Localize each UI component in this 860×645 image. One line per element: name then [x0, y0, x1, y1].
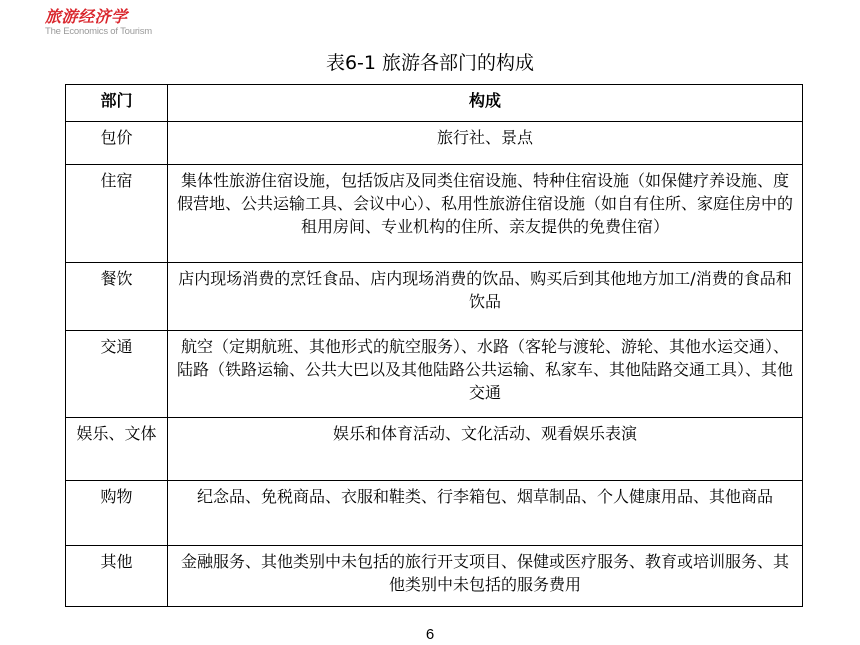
table-row: [66, 481, 803, 546]
table-row: [66, 122, 803, 165]
page-number: 6: [425, 626, 435, 643]
composition-cell: 店内现场消费的烹饪食品、店内现场消费的饮品、购买后到其他地方加工/消费的食品和饮品: [168, 263, 803, 331]
table-title: 表6-1 旅游各部门的构成: [325, 52, 535, 74]
logo: [45, 8, 152, 37]
composition-cell: 娱乐和体育活动、文化活动、观看娱乐表演: [168, 418, 803, 481]
table-row: [66, 165, 803, 263]
composition-cell: 航空（定期航班、其他形式的航空服务）、水路（客轮与渡轮、游轮、其他水运交通）、陆路（铁路运输、公共大巴以及其他陆路公共运输、私家车、其他陆路交通工具）、其他交通: [168, 331, 803, 418]
department-cell: 娱乐、文体: [66, 418, 168, 481]
table-row: [66, 263, 803, 331]
logo-subtitle: The Economics of Tourism: [45, 26, 152, 37]
composition-cell: 金融服务、其他类别中未包括的旅行开支项目、保健或医疗服务、教育或培训服务、其他类别中未包括的服务费用: [168, 546, 803, 607]
department-cell: 包价: [66, 122, 168, 165]
department-cell: 住宿: [66, 165, 168, 263]
column-header-department: 部门: [66, 85, 168, 122]
department-cell: 餐饮: [66, 263, 168, 331]
department-cell: 交通: [66, 331, 168, 418]
composition-cell: 旅行社、景点: [168, 122, 803, 165]
table-row: [66, 331, 803, 418]
table-row: [66, 546, 803, 607]
logo-title: 旅游经济学: [45, 7, 128, 26]
table-header-row: [66, 85, 803, 122]
composition-table: [65, 84, 803, 607]
composition-cell: 纪念品、免税商品、衣服和鞋类、行李箱包、烟草制品、个人健康用品、其他商品: [168, 481, 803, 546]
column-header-composition: 构成: [168, 85, 803, 122]
composition-cell: 集体性旅游住宿设施，包括饭店及同类住宿设施、特种住宿设施（如保健疗养设施、度假营地、公共运输工具、会议中心）、私用性旅游住宿设施（如自有住所、家庭住房中的租用房间、专业机构的住所、亲友提供的免费住宿）: [168, 165, 803, 263]
table-row: [66, 418, 803, 481]
department-cell: 购物: [66, 481, 168, 546]
department-cell: 其他: [66, 546, 168, 607]
